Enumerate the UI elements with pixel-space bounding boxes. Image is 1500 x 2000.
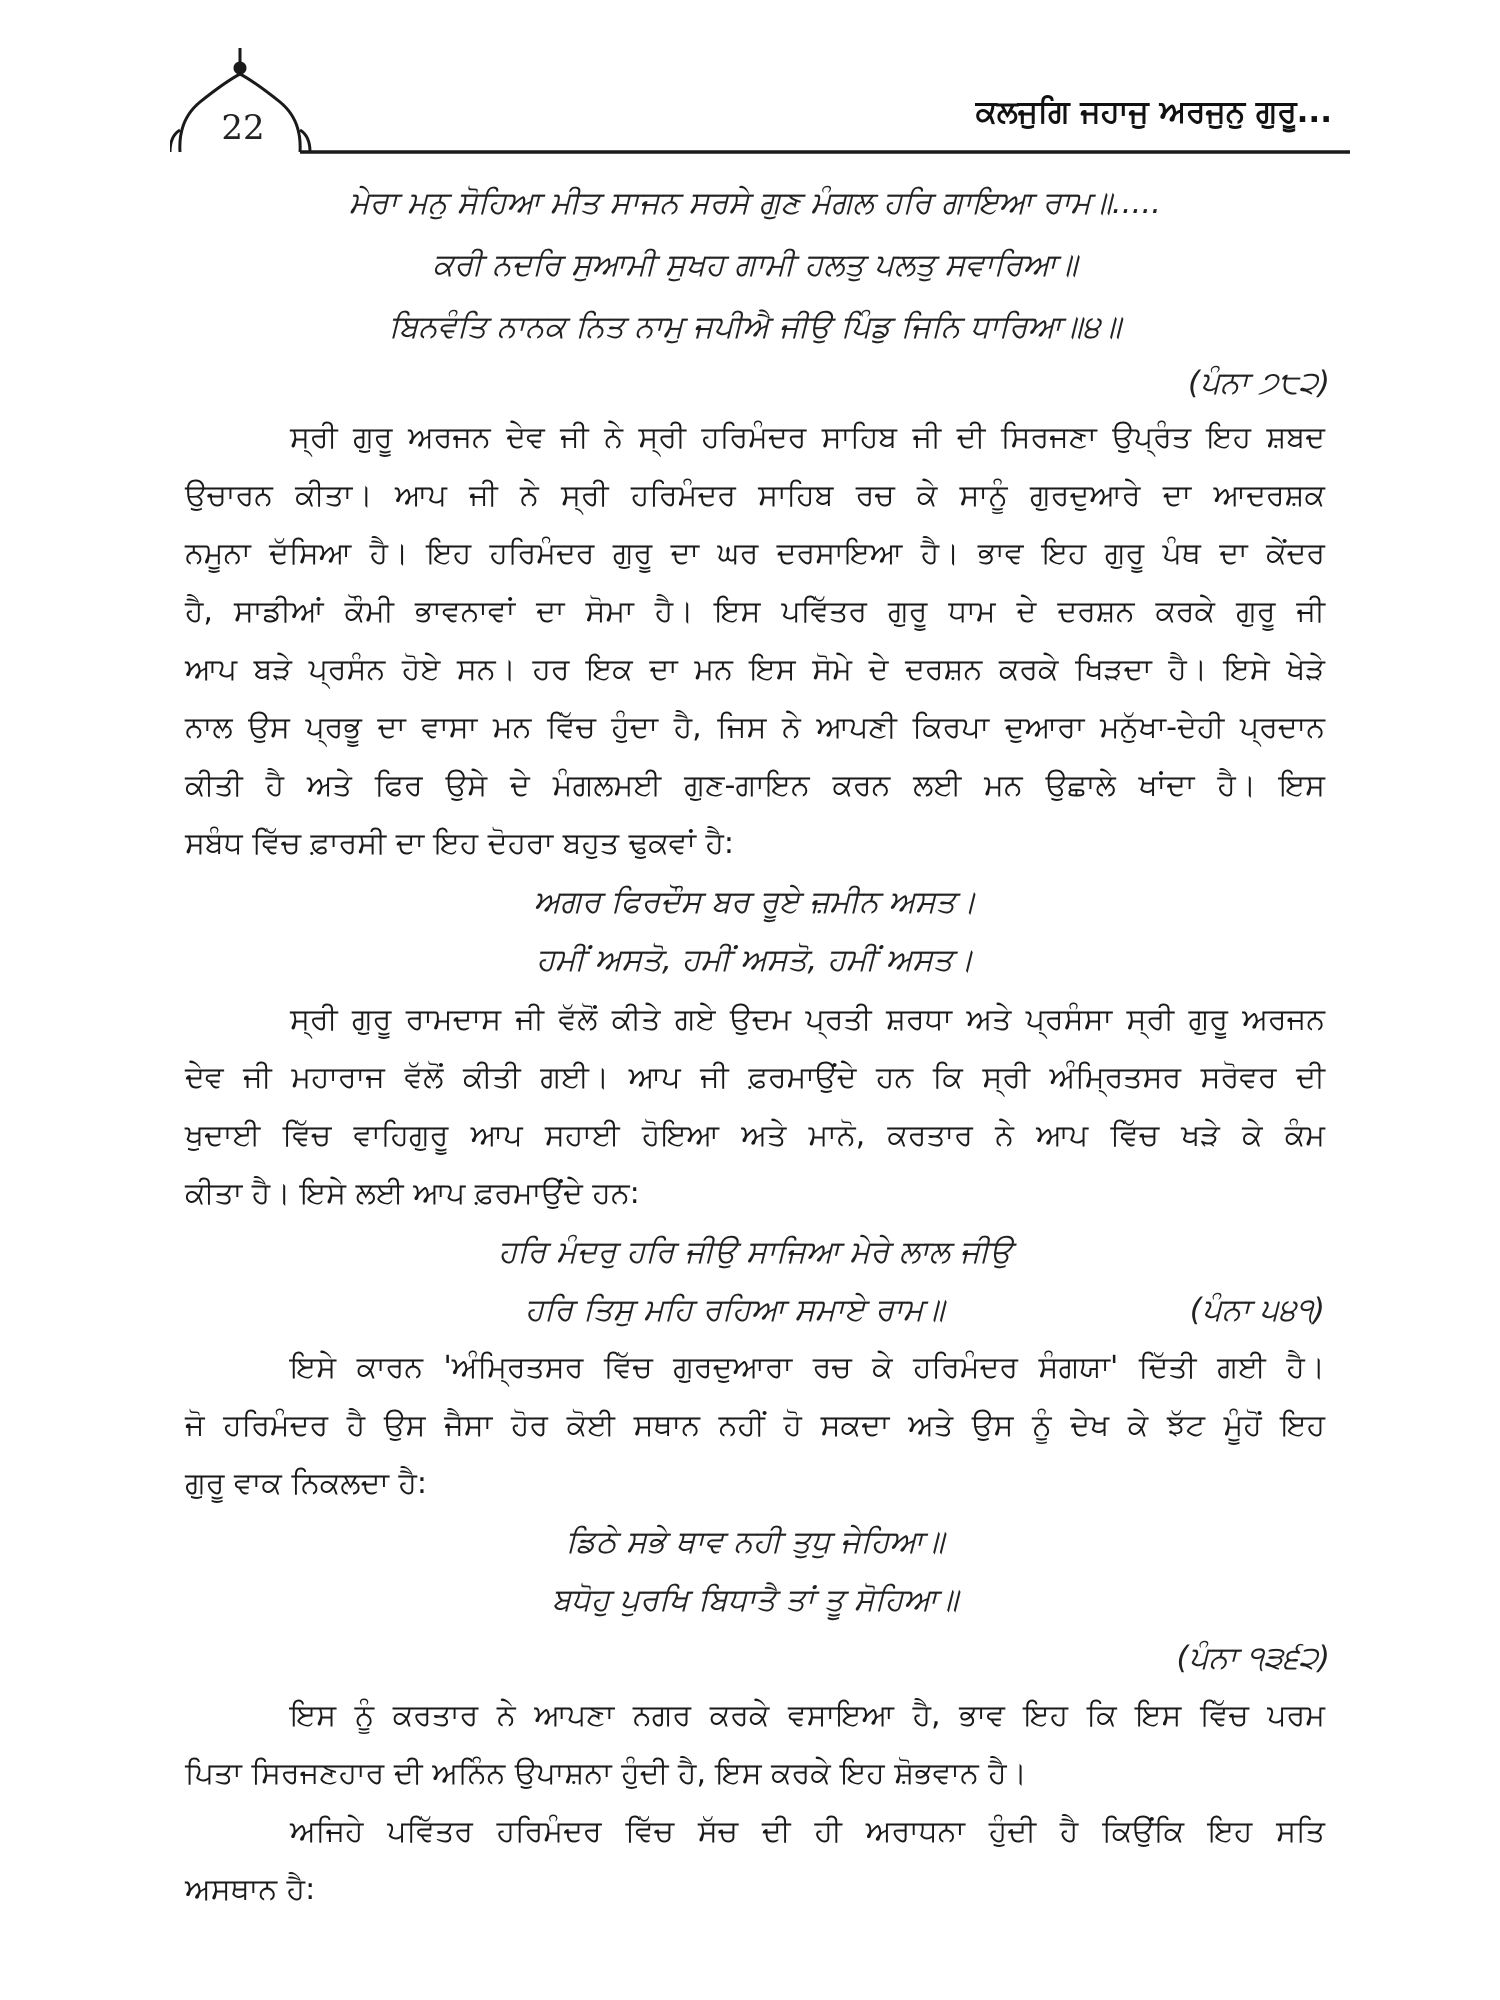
paragraph-line: ਸ੍ਰੀ ਗੁਰੂ ਰਾਮਦਾਸ ਜੀ ਵੱਲੋਂ ਕੀਤੇ ਗਏ ਉਦਮ ਪ੍ਰਤੀ ਸ਼ਰਧਾ ਅਤੇ ਪ੍ਰਸੰਸਾ ਸ੍ਰੀ ਗੁਰੂ ਅਰਜਨ [290, 1002, 1325, 1037]
paragraph-line: ਦੇਵ ਜੀ ਮਹਾਰਾਜ ਵੱਲੋਂ ਕੀਤੀ ਗਈ। ਆਪ ਜੀ ਫ਼ਰਮਾਉਂਦੇ ਹਨ ਕਿ ਸ੍ਰੀ ਅੰਮ੍ਰਿਤਸਰ ਸਰੋਵਰ ਦੀ [185, 1060, 1325, 1095]
verse-line: ਬਧੋਹੁ ਪੁਰਖਿ ਬਿਧਾਤੈ ਤਾਂ ਤੂ ਸੋਹਿਆ॥ [551, 1582, 959, 1618]
paragraph-line: ਸਬੰਧ ਵਿੱਚ ਫ਼ਾਰਸੀ ਦਾ ਇਹ ਦੋਹਰਾ ਬਹੁਤ ਢੁਕਵਾਂ ਹੈ: [185, 826, 734, 861]
paragraph-line: ਹੈ, ਸਾਡੀਆਂ ਕੌਮੀ ਭਾਵਨਾਵਾਂ ਦਾ ਸੋਮਾ ਹੈ। ਇਸ ਪਵਿੱਤਰ ਗੁਰੂ ਧਾਮ ਦੇ ਦਰਸ਼ਨ ਕਰਕੇ ਗੁਰੂ ਜੀ [185, 594, 1325, 629]
paragraph-line: ਆਪ ਬੜੇ ਪ੍ਰਸੰਨ ਹੋਏ ਸਨ। ਹਰ ਇਕ ਦਾ ਮਨ ਇਸ ਸੋਮੇ ਦੇ ਦਰਸ਼ਨ ਕਰਕੇ ਖਿੜਦਾ ਹੈ। ਇਸੇ ਖੇੜੇ [185, 652, 1325, 687]
paragraph-line: ਪਿਤਾ ਸਿਰਜਣਹਾਰ ਦੀ ਅਨਿੰਨ ਉਪਾਸ਼ਨਾ ਹੁੰਦੀ ਹੈ, ਇਸ ਕਰਕੇ ਇਹ ਸ਼ੋਭਵਾਨ ਹੈ। [185, 1756, 1027, 1791]
paragraph-line: ਸ੍ਰੀ ਗੁਰੂ ਅਰਜਨ ਦੇਵ ਜੀ ਨੇ ਸ੍ਰੀ ਹਰਿਮੰਦਰ ਸਾਹਿਬ ਜੀ ਦੀ ਸਿਰਜਣਾ ਉਪ੍ਰੰਤ ਇਹ ਸ਼ਬਦ [290, 420, 1325, 455]
paragraph-line: ਕੀਤੀ ਹੈ ਅਤੇ ਫਿਰ ਉਸੇ ਦੇ ਮੰਗਲਮਈ ਗੁਣ-ਗਾਇਨ ਕਰਨ ਲਈ ਮਨ ਉਛਾਲੇ ਖਾਂਦਾ ਹੈ। ਇਸ [185, 768, 1325, 803]
verse-line: ਡਿਠੇ ਸਭੇ ਥਾਵ ਨਹੀ ਤੁਧੁ ਜੇਹਿਆ॥ [565, 1524, 945, 1560]
paragraph-line: ਨਮੂਨਾ ਦੱਸਿਆ ਹੈ। ਇਹ ਹਰਿਮੰਦਰ ਗੁਰੂ ਦਾ ਘਰ ਦਰਸਾਇਆ ਹੈ। ਭਾਵ ਇਹ ਗੁਰੂ ਪੰਥ ਦਾ ਕੇਂਦਰ [185, 536, 1325, 571]
paragraph-line: ਖੁਦਾਈ ਵਿੱਚ ਵਾਹਿਗੁਰੂ ਆਪ ਸਹਾਈ ਹੋਇਆ ਅਤੇ ਮਾਨੋ, ਕਰਤਾਰ ਨੇ ਆਪ ਵਿੱਚ ਖੜੇ ਕੇ ਕੰਮ [185, 1118, 1325, 1153]
paragraph-line: ਨਾਲ ਉਸ ਪ੍ਰਭੂ ਦਾ ਵਾਸਾ ਮਨ ਵਿੱਚ ਹੁੰਦਾ ਹੈ, ਜਿਸ ਨੇ ਆਪਣੀ ਕਿਰਪਾ ਦੁਆਰਾ ਮਨੁੱਖਾ-ਦੇਹੀ ਪ੍ਰਦਾਨ [185, 710, 1325, 745]
paragraph-line: ਕੀਤਾ ਹੈ। ਇਸੇ ਲਈ ਆਪ ਫ਼ਰਮਾਉਂਦੇ ਹਨ: [185, 1176, 640, 1211]
verse-line: ਬਿਨਵੰਤਿ ਨਾਨਕ ਨਿਤ ਨਾਮੁ ਜਪੀਐ ਜੀਉ ਪਿੰਡੁ ਜਿਨਿ ਧਾਰਿਆ॥੪॥ [388, 309, 1122, 345]
page-reference: (ਪੰਨਾ ੭੮੨) [1187, 365, 1330, 401]
paragraph-line: ਅਜਿਹੇ ਪਵਿੱਤਰ ਹਰਿਮੰਦਰ ਵਿੱਚ ਸੱਚ ਦੀ ਹੀ ਅਰਾਧਨਾ ਹੁੰਦੀ ਹੈ ਕਿਉਂਕਿ ਇਹ ਸਤਿ [290, 1814, 1325, 1849]
paragraph-line: ਅਸਥਾਨ ਹੈ: [185, 1872, 316, 1907]
paragraph-line: ਗੁਰੂ ਵਾਕ ਨਿਕਲਦਾ ਹੈ: [185, 1466, 428, 1501]
verse-line: ਮੇਰਾ ਮਨੁ ਸੋਹਿਆ ਮੀਤ ਸਾਜਨ ਸਰਸੇ ਗੁਣ ਮੰਗਲ ਹਰਿ ਗਾਇਆ ਰਾਮ॥..... [348, 185, 1162, 221]
page-number: 22 [221, 108, 265, 148]
paragraph-line: ਉਚਾਰਨ ਕੀਤਾ। ਆਪ ਜੀ ਨੇ ਸ੍ਰੀ ਹਰਿਮੰਦਰ ਸਾਹਿਬ ਰਚ ਕੇ ਸਾਨੂੰ ਗੁਰਦੁਆਰੇ ਦਾ ਆਦਰਸ਼ਕ [185, 478, 1325, 513]
verse-line: ਹਰਿ ਤਿਸੁ ਮਹਿ ਰਹਿਆ ਸਮਾਏ ਰਾਮ॥ [525, 1292, 945, 1328]
running-title: ਕਲਜੁਗਿ ਜਹਾਜੁ ਅਰਜੁਨੁ ਗੁਰੂ... [975, 94, 1332, 130]
verse-line: ਅਗਰ ਫਿਰਦੌਸ ਬਰ ਰੂਏ ਜ਼ਮੀਨ ਅਸਤ। [533, 884, 977, 920]
paragraph-line: ਇਸ ਨੂੰ ਕਰਤਾਰ ਨੇ ਆਪਣਾ ਨਗਰ ਕਰਕੇ ਵਸਾਇਆ ਹੈ, ਭਾਵ ਇਹ ਕਿ ਇਸ ਵਿੱਚ ਪਰਮ [290, 1698, 1325, 1733]
paragraph-line: ਇਸੇ ਕਾਰਨ 'ਅੰਮ੍ਰਿਤਸਰ ਵਿੱਚ ਗੁਰਦੁਆਰਾ ਰਚ ਕੇ ਹਰਿਮੰਦਰ ਸੰਗਯਾ' ਦਿੱਤੀ ਗਈ ਹੈ। [290, 1350, 1325, 1385]
page-reference: (ਪੰਨਾ ੧੩੬੨) [1176, 1640, 1330, 1676]
verse-line: ਹਮੀਂ ਅਸਤੋ, ਹਮੀਂ ਅਸਤੋ, ਹਮੀਂ ਅਸਤ। [536, 942, 974, 978]
verse-line: ਹਰਿ ਮੰਦਰੁ ਹਰਿ ਜੀਉ ਸਾਜਿਆ ਮੇਰੇ ਲਾਲ ਜੀਉ [498, 1234, 1012, 1270]
paragraph-line: ਜੋ ਹਰਿਮੰਦਰ ਹੈ ਉਸ ਜੈਸਾ ਹੋਰ ਕੋਈ ਸਥਾਨ ਨਹੀਂ ਹੋ ਸਕਦਾ ਅਤੇ ਉਸ ਨੂੰ ਦੇਖ ਕੇ ਝੱਟ ਮੂੰਹੋਂ ਇਹ [185, 1408, 1325, 1443]
verse-line: ਕਰੀ ਨਦਰਿ ਸੁਆਮੀ ਸੁਖਹ ਗਾਮੀ ਹਲਤੁ ਪਲਤੁ ਸਵਾਰਿਆ॥ [432, 247, 1078, 283]
page-reference: (ਪੰਨਾ ੫੪੧) [1189, 1292, 1325, 1328]
